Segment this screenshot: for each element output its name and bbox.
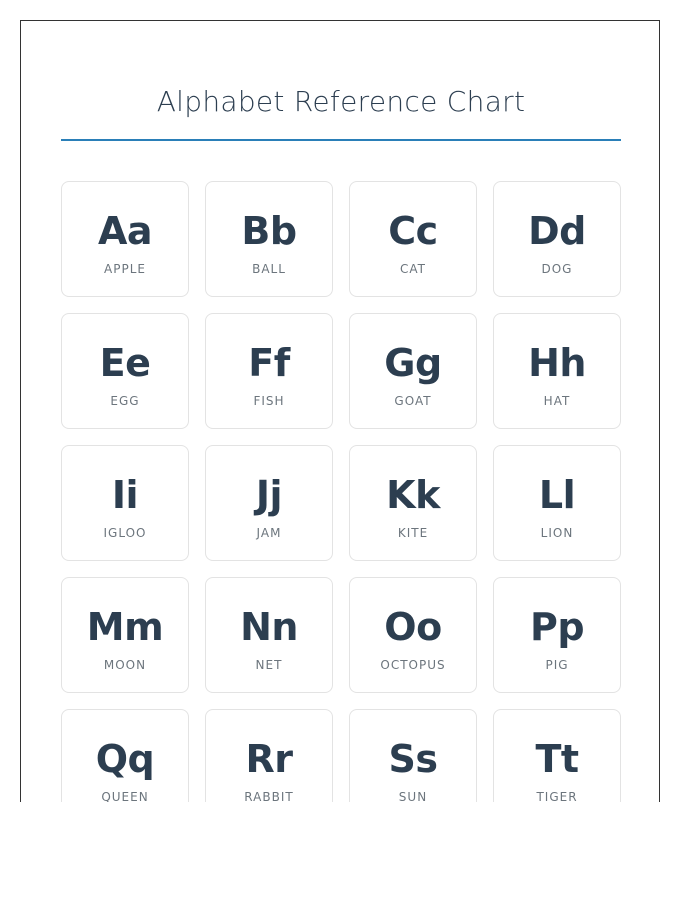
card-word: NET xyxy=(255,658,283,672)
letter-card-r[interactable] xyxy=(205,709,333,802)
card-word: MOON xyxy=(103,658,147,672)
letter-card-i[interactable] xyxy=(61,445,189,561)
letter-card-a[interactable] xyxy=(61,181,189,297)
card-letter: Ss xyxy=(388,737,438,781)
title-divider xyxy=(61,139,621,141)
card-word: BALL xyxy=(252,262,286,276)
card-word: KITE xyxy=(397,526,429,540)
letter-card-m[interactable] xyxy=(61,577,189,693)
letter-card-t[interactable] xyxy=(493,709,621,802)
card-word: JAM xyxy=(256,526,282,540)
alphabet-grid xyxy=(61,181,621,802)
card-letter: Nn xyxy=(240,605,298,649)
card-letter: Oo xyxy=(384,605,442,649)
card-word: CAT xyxy=(400,262,426,276)
letter-card-p[interactable] xyxy=(493,577,621,693)
card-word: HAT xyxy=(543,394,571,408)
letter-card-k[interactable] xyxy=(349,445,477,561)
letter-card-h[interactable] xyxy=(493,313,621,429)
card-letter: Tt xyxy=(535,737,579,781)
card-letter: Bb xyxy=(241,209,297,253)
letter-card-f[interactable] xyxy=(205,313,333,429)
card-word: TIGER xyxy=(536,790,578,802)
card-letter: Ii xyxy=(111,473,139,517)
card-word: PIG xyxy=(545,658,569,672)
card-letter: Ll xyxy=(538,473,576,517)
letter-card-o[interactable] xyxy=(349,577,477,693)
card-letter: Ff xyxy=(248,341,290,385)
letter-card-q[interactable] xyxy=(61,709,189,802)
card-word: SUN xyxy=(398,790,428,802)
card-letter: Rr xyxy=(245,737,293,781)
card-letter: Aa xyxy=(97,209,153,253)
card-word: FISH xyxy=(253,394,285,408)
card-letter: Jj xyxy=(255,473,283,517)
page-title: Alphabet Reference Chart xyxy=(156,85,526,118)
chart-page xyxy=(20,20,660,802)
card-word: RABBIT xyxy=(244,790,294,802)
card-letter: Hh xyxy=(528,341,586,385)
card-letter: Gg xyxy=(384,341,442,385)
letter-card-c[interactable] xyxy=(349,181,477,297)
card-letter: Mm xyxy=(86,605,164,649)
card-word: OCTOPUS xyxy=(380,658,446,672)
card-word: DOG xyxy=(541,262,573,276)
card-word: IGLOO xyxy=(103,526,147,540)
card-word: QUEEN xyxy=(101,790,149,802)
letter-card-n[interactable] xyxy=(205,577,333,693)
card-letter: Kk xyxy=(386,473,440,517)
card-letter: Qq xyxy=(95,737,155,781)
letter-card-e[interactable] xyxy=(61,313,189,429)
card-letter: Cc xyxy=(388,209,438,253)
letter-card-b[interactable] xyxy=(205,181,333,297)
card-letter: Pp xyxy=(529,605,585,649)
card-word: LION xyxy=(540,526,574,540)
letter-card-g[interactable] xyxy=(349,313,477,429)
letter-card-l[interactable] xyxy=(493,445,621,561)
card-word: EGG xyxy=(110,394,140,408)
card-letter: Dd xyxy=(528,209,586,253)
card-word: APPLE xyxy=(104,262,146,276)
letter-card-s[interactable] xyxy=(349,709,477,802)
card-letter: Ee xyxy=(99,341,151,385)
letter-card-d[interactable] xyxy=(493,181,621,297)
card-word: GOAT xyxy=(394,394,432,408)
letter-card-j[interactable] xyxy=(205,445,333,561)
